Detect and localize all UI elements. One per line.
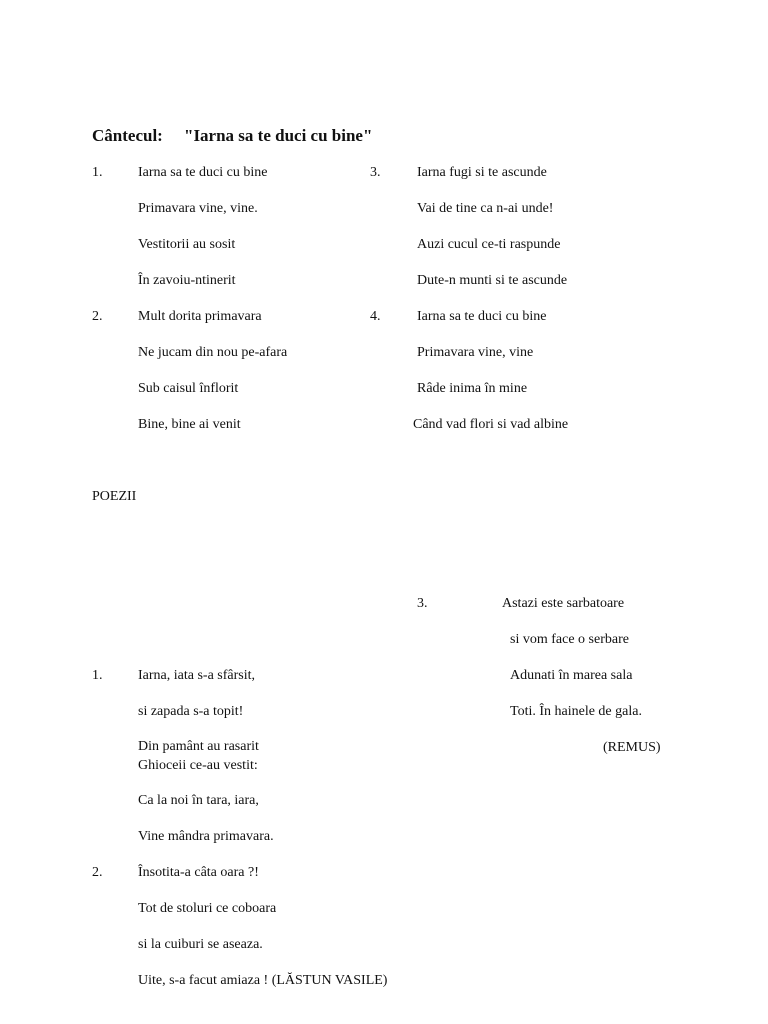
verse-1-line-1: Iarna sa te duci cu bine <box>138 165 268 180</box>
poem-3-line-1: Astazi este sarbatoare <box>502 596 625 611</box>
verse-4-line-3: Râde inima în mine <box>417 381 528 396</box>
poem-1-line-5: Ca la noi în tara, iara, <box>138 793 259 808</box>
poem-1-line-4: Ghioceii ce-au vestit: <box>138 758 258 773</box>
verse-4-line-1: Iarna sa te duci cu bine <box>417 309 547 324</box>
verse-1-line-2: Primavara vine, vine. <box>138 201 258 216</box>
verse-2-number: 2. <box>92 309 103 324</box>
verse-3-line-1: Iarna fugi si te ascunde <box>417 165 547 180</box>
poems-section-title: POEZII <box>92 489 137 504</box>
song-heading-title: "Iarna sa te duci cu bine" <box>184 126 373 145</box>
verse-3-line-4: Dute-n munti si te ascunde <box>417 273 568 288</box>
verse-3-line-3: Auzi cucul ce-ti raspunde <box>417 237 561 252</box>
poem-2-line-3: si la cuiburi se aseaza. <box>138 937 263 952</box>
verse-3-line-2: Vai de tine ca n-ai unde! <box>417 201 554 216</box>
verse-1-line-4: În zavoiu-ntinerit <box>138 273 236 288</box>
poem-2-line-4: Uite, s-a facut amiaza ! (LĂSTUN VASILE) <box>138 973 388 988</box>
poem-3-author: (REMUS) <box>603 740 661 755</box>
poem-2-number: 2. <box>92 865 103 880</box>
verse-4-line-4: Când vad flori si vad albine <box>413 417 569 432</box>
verse-2-line-4: Bine, bine ai venit <box>138 417 241 432</box>
verse-2-line-3: Sub caisul înflorit <box>138 381 239 396</box>
poem-3-line-2: si vom face o serbare <box>510 632 629 647</box>
verse-1-number: 1. <box>92 165 103 180</box>
poem-2-line-1: Însotita-a câta oara ?! <box>138 865 259 880</box>
verse-1-line-3: Vestitorii au sosit <box>138 237 236 252</box>
poem-3-line-4: Toti. În hainele de gala. <box>510 704 642 719</box>
poem-2-line-2: Tot de stoluri ce coboara <box>138 901 277 916</box>
poem-3-line-3: Adunati în marea sala <box>510 668 633 683</box>
poem-1-line-1: Iarna, iata s-a sfârsit, <box>138 668 255 683</box>
verse-4-line-2: Primavara vine, vine <box>417 345 534 360</box>
verse-3-number: 3. <box>370 165 381 180</box>
poem-1-line-6: Vine mândra primavara. <box>138 829 274 844</box>
verse-2-line-2: Ne jucam din nou pe-afara <box>138 345 288 360</box>
poem-1-line-2: si zapada s-a topit! <box>138 704 244 719</box>
song-heading-label: Cântecul: <box>92 126 163 145</box>
poem-3-number: 3. <box>417 596 428 611</box>
verse-4-number: 4. <box>370 309 381 324</box>
poem-1-line-3: Din pamânt au rasarit <box>138 739 259 754</box>
poem-1-number: 1. <box>92 668 103 683</box>
verse-2-line-1: Mult dorita primavara <box>138 309 262 324</box>
